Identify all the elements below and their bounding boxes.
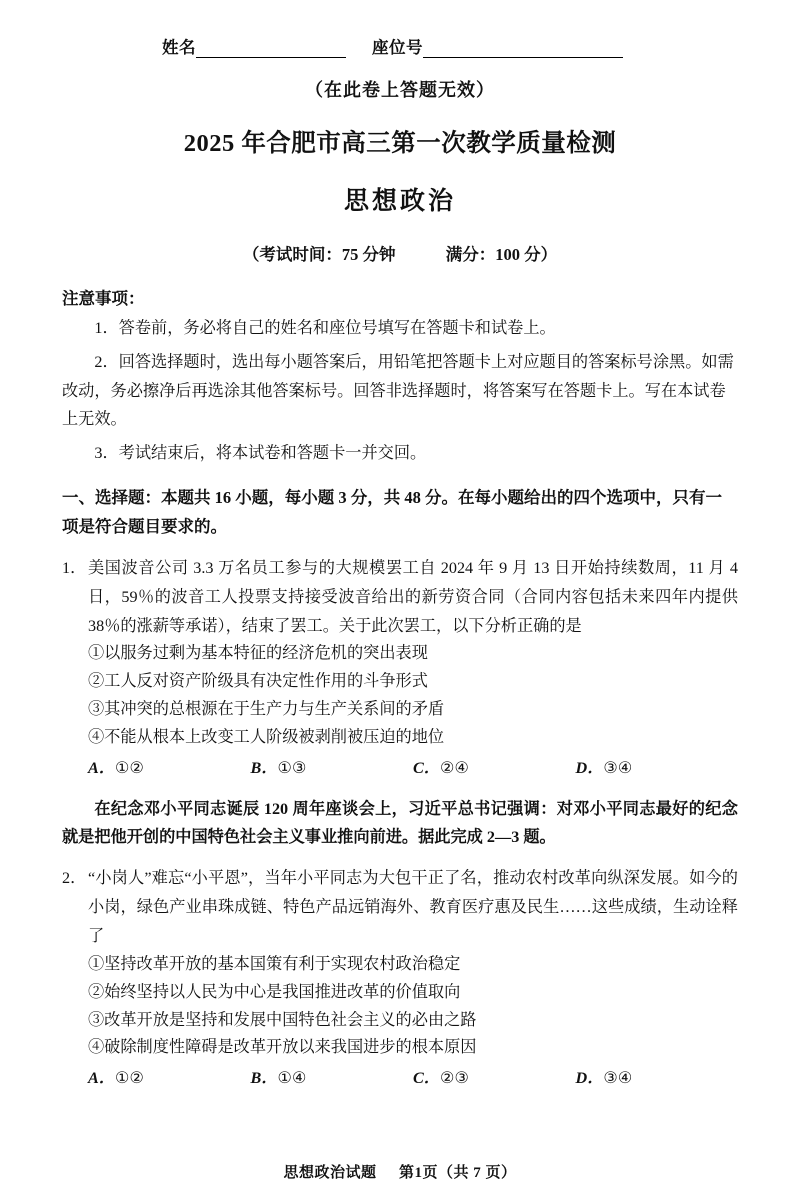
question-1-choice-b[interactable] [251, 754, 414, 783]
lead-paragraph-q2-q3: 在纪念邓小平同志诞辰 120 周年座谈会上，习近平总书记强调：对邓小平同志最好的纪念就是把他开创的中国特色社会主义事业推向前进。据此完成 2—3 题。 [62, 799, 738, 847]
question-2-choices [88, 1064, 738, 1093]
choice-a-text: ①② [114, 758, 145, 777]
choice-c-letter: C． [413, 1069, 440, 1088]
question-2-body [62, 864, 738, 1093]
invalid-answer-notice: （在此卷上答题无效） [305, 80, 495, 100]
choice-a-letter: A． [88, 758, 115, 777]
name-input-blank[interactable] [196, 40, 346, 58]
question-1-number: 1． [62, 558, 87, 577]
question-1-option-4: ④不能从根本上改变工人阶级被剥削被压迫的地位 [88, 727, 445, 746]
question-1-option-3: ③其冲突的总根源在于生产力与生产关系间的矛盾 [88, 700, 445, 719]
notice-item-2: 2．回答选择题时，选出每小题答案后，用铅笔把答题卡上对应题目的答案标号涂黑。如需改动，务必擦净后再选涂其他答案标号。回答非选择题时，将答案写在答题卡上。写在本试卷上无效。 [62, 352, 734, 429]
page-footer [0, 1161, 800, 1182]
seat-label: 座位号 [372, 38, 423, 57]
choice-d-letter: D． [575, 758, 604, 777]
seat-input-blank[interactable] [423, 40, 623, 58]
question-1-body [62, 554, 738, 783]
identification-row [162, 34, 738, 58]
choice-d-text: ③④ [603, 1069, 633, 1088]
question-2-option-3: ③改革开放是坚持和发展中国特色社会主义的必由之路 [88, 1010, 477, 1029]
footer-subject: 思想政治试题 [283, 1165, 377, 1181]
choice-d-letter: D． [575, 1069, 604, 1088]
notice-item-3: 3．考试结束后，将本试卷和答题卡一并交回。 [94, 444, 427, 463]
exam-meta [62, 241, 738, 265]
question-2 [62, 864, 738, 1093]
choice-a-text: ①② [114, 1069, 145, 1088]
notice-item-1: 1．答卷前，务必将自己的姓名和座位号填写在答题卡和试卷上。 [94, 319, 556, 337]
choice-b-letter: B． [250, 1069, 278, 1088]
choice-b-text: ①③ [277, 758, 307, 777]
choice-d-text: ③④ [603, 758, 633, 777]
question-2-choice-d[interactable] [576, 1064, 739, 1093]
question-2-number: 2． [62, 869, 87, 888]
footer-page-number: 第1页（共 7 页） [399, 1165, 517, 1181]
exam-full-score: 满分：100 分） [445, 245, 558, 264]
page-content [62, 34, 738, 1093]
choice-b-letter: B． [250, 758, 278, 777]
choice-b-text: ①④ [277, 1069, 307, 1088]
choice-c-letter: C． [413, 758, 440, 777]
exam-time: （考试时间：75 分钟 [242, 245, 396, 264]
page-title: 2025 年合肥市高三第一次教学质量检测 [183, 130, 617, 157]
question-2-stem: “小岗人”难忘“小平恩”，当年小平同志为大包干正了名，推动农村改革向纵深发展。如今的小岗，绿色产业串珠成链、特色产品远销海外、教育医疗惠及民生……这些成绩，生动诠释了 [88, 869, 738, 945]
question-1-choice-a[interactable] [88, 754, 251, 783]
question-1 [62, 554, 738, 783]
subject-title: 思想政治 [343, 188, 456, 215]
question-1-stem: 美国波音公司 3.3 万名员工参与的大规模罢工自 2024 年 9 月 13 日开始持续数周，11 月 4 日，59％的波音工人投票支持接受波音给出的新劳资合同（合同内容包括未来四年内提供 38％的涨薪等承诺），结束了罢工。关于此次罢工，以下分析正确的是 [88, 558, 738, 635]
question-2-choice-c[interactable] [413, 1064, 576, 1093]
question-2-option-4: ④破除制度性障碍是改革开放以来我国进步的根本原因 [88, 1038, 477, 1057]
question-1-choice-d[interactable] [576, 754, 739, 783]
choice-a-letter: A． [88, 1069, 115, 1088]
question-1-option-1: ①以服务过剩为基本特征的经济危机的突出表现 [88, 644, 428, 663]
name-label: 姓名 [162, 38, 196, 57]
choice-c-text: ②③ [439, 1069, 470, 1088]
question-2-choice-a[interactable] [88, 1064, 251, 1093]
question-1-choices [88, 754, 738, 783]
choice-c-text: ②④ [439, 758, 470, 777]
question-1-choice-c[interactable] [413, 754, 576, 783]
notice-heading: 注意事项： [62, 289, 145, 308]
section-one-heading: 一、选择题：本题共 16 小题，每小题 3 分，共 48 分。在每小题给出的四个选项中，只有一项是符合题目要求的。 [62, 488, 722, 537]
question-1-option-2: ②工人反对资产阶级具有决定性作用的斗争形式 [88, 672, 428, 691]
question-2-choice-b[interactable] [251, 1064, 414, 1093]
question-2-option-2: ②始终坚持以人民为中心是我国推进改革的价值取向 [88, 982, 461, 1001]
question-2-option-1: ①坚持改革开放的基本国策有利于实现农村政治稳定 [88, 954, 461, 973]
